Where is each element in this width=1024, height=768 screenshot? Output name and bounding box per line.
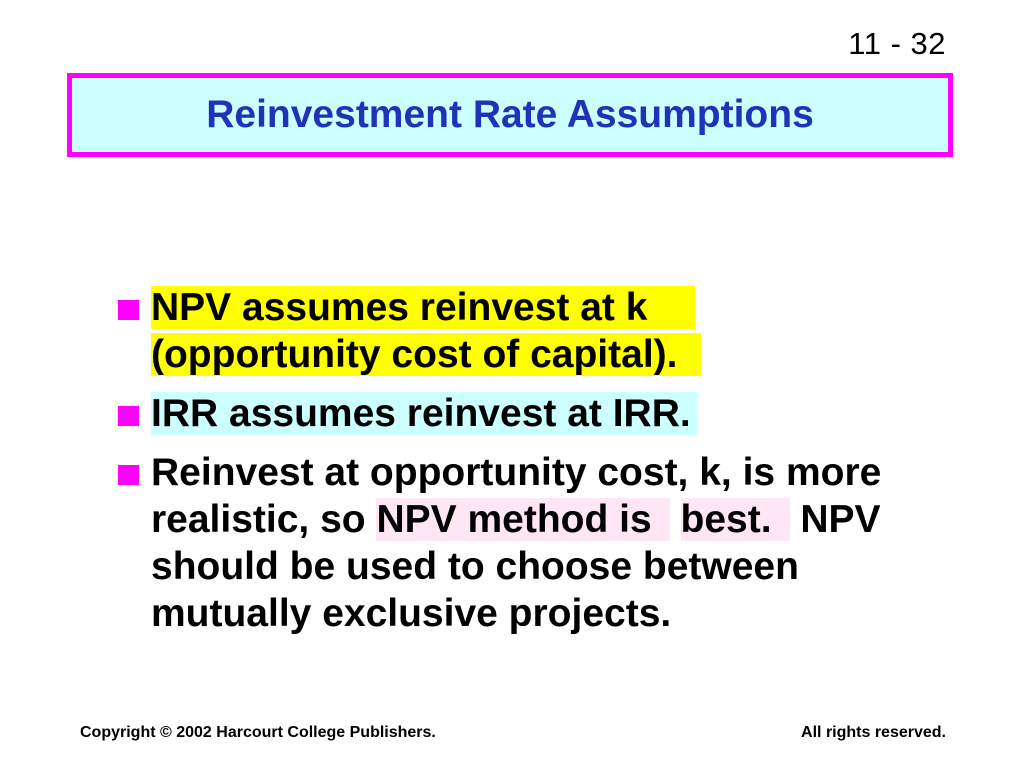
bullet-irr <box>118 390 968 437</box>
bullet-conclusion <box>118 449 968 637</box>
title-box <box>67 73 953 157</box>
conclusion-text-part-2: NPV should be used to choose between mutually exclusive projects. <box>151 498 881 635</box>
bullet-list <box>118 284 968 649</box>
conclusion-text-part-1: Reinvest at opportunity cost, k, is more realistic, so <box>151 451 882 541</box>
bullet-text <box>151 284 968 378</box>
bullet-text <box>151 390 968 437</box>
square-bullet-icon <box>118 465 139 485</box>
bullet-npv <box>118 284 968 378</box>
slide-number: 11 - 32 <box>848 26 946 61</box>
highlight-cyan: IRR assumes reinvest at IRR. <box>151 392 697 435</box>
copyright-footer: Copyright © 2002 Harcourt College Publishers. <box>80 724 436 741</box>
slide-title: Reinvestment Rate Assumptions <box>206 93 814 136</box>
highlight-pink-1: NPV method is <box>376 498 669 541</box>
square-bullet-icon <box>118 300 139 320</box>
highlight-pink-2: best. <box>681 498 790 541</box>
highlight-yellow-line-2: (opportunity cost of capital). <box>151 333 701 376</box>
square-bullet-icon <box>118 406 139 426</box>
bullet-text <box>151 449 968 637</box>
rights-footer: All rights reserved. <box>801 724 946 741</box>
highlight-yellow-line-1: NPV assumes reinvest at k <box>151 286 695 329</box>
